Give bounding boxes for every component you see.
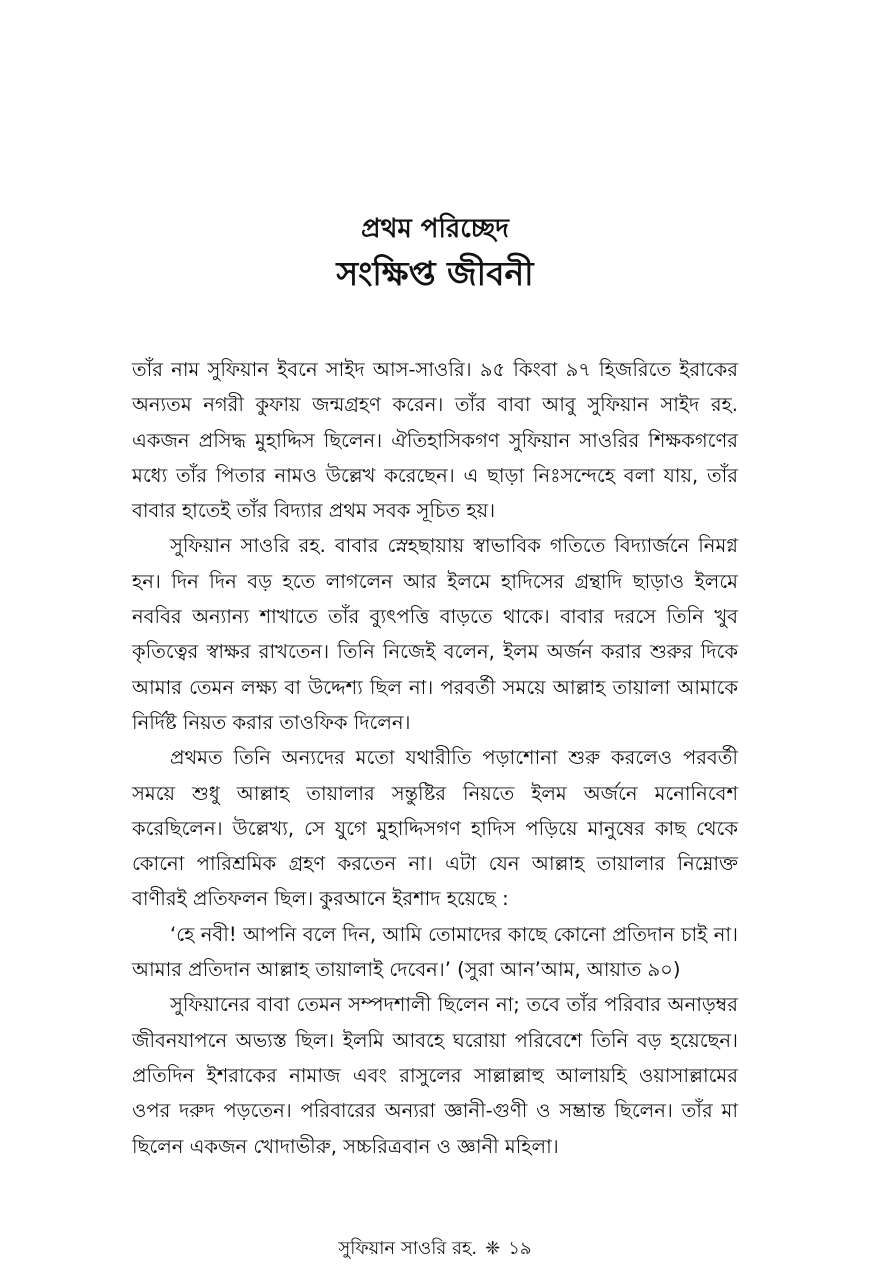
paragraph: তাঁর নাম সুফিয়ান ইবনে সাইদ আস-সাওরি। ৯৫ কিংবা ৯৭ হিজরিতে ইরাকের অন্যতম নগরী কুফায় জন্মগ্রহণ করেন। তাঁর বাবা আবু সুফিয়ান সাইদ রহ. একজন প্রসিদ্ধ মুহাদ্দিস ছিলেন। ঐতিহাসিকগণ সুফিয়ান সাওরির শিক্ষকগণের মধ্যে তাঁর পিতার নামও উল্লেখ করেছেন। এ ছাড়া নিঃসন্দেহে বলা যায়, তাঁর বাবার হাতেই তাঁর বিদ্যার প্রথম সবক সূচিত হয়। — [132, 358, 738, 523]
paragraph: প্রথমত তিনি অন্যদের মতো যথারীতি পড়াশোনা শুরু করলেও পরবর্তী সময়ে শুধু আল্লাহ তায়ালার সন্তুষ্টির নিয়তে ইলম অর্জনে মনোনিবেশ করেছিলেন। উল্লেখ্য, সে যুগে মুহাদ্দিসগণ হাদিস পড়িয়ে মানুষের কাছ থেকে কোনো পারিশ্রমিক গ্রহণ করতেন না। এটা যেন আল্লাহ তায়ালার নিম্নোক্ত বাণীরই প্রতিফলন ছিল। কুরআনে ইরশাদ হয়েছে : — [132, 746, 738, 911]
page-footer — [0, 1236, 870, 1262]
footer-ornament-icon: ❈ — [485, 1238, 501, 1259]
footer-book-title: সুফিয়ান সাওরি রহ. — [338, 1238, 478, 1259]
page-number: ১৯ — [508, 1238, 532, 1259]
chapter-label: প্রথম পরিচ্ছেদ — [361, 214, 509, 244]
quran-quote: ‘হে নবী! আপনি বলে দিন, আমি তোমাদের কাছে কোনো প্রতিদান চাই না। আমার প্রতিদান আল্লাহ তায়ালাই দেবেন।’ (সুরা আন’আম, আয়াত ৯০) — [132, 922, 738, 982]
paragraph: সুফিয়ানের বাবা তেমন সম্পদশালী ছিলেন না; তবে তাঁর পরিবার অনাড়ম্বর জীবনযাপনে অভ্যস্ত ছিল। ইলমি আবহে ঘরোয়া পরিবেশে তিনি বড় হয়েছেন। প্রতিদিন ইশরাকের নামাজ এবং রাসুলের সাল্লাল্লাহু আলায়হি ওয়াসাল্লামের ওপর দরুদ পড়তেন। পরিবারের অন্যরা জ্ঞানী-গুণী ও সম্ভ্রান্ত ছিলেন। তাঁর মা ছিলেন একজন খোদাভীরু, সচ্চরিত্রবান ও জ্ঞানী মহিলা। — [132, 993, 738, 1158]
body-text — [132, 352, 738, 1164]
paragraph: সুফিয়ান সাওরি রহ. বাবার স্নেহছায়ায় স্বাভাবিক গতিতে বিদ্যার্জনে নিমগ্ন হন। দিন দিন বড় হতে লাগলেন আর ইলমে হাদিসের গ্রন্থাদি ছাড়াও ইলমে নববির অন্যান্য শাখাতে তাঁর ব্যুৎপত্তি বাড়তে থাকে। বাবার দরসে তিনি খুব কৃতিত্বের স্বাক্ষর রাখতেন। তিনি নিজেই বলেন, ইলম অর্জন করার শুরুর দিকে আমার তেমন লক্ষ্য বা উদ্দেশ্য ছিল না। পরবর্তী সময়ে আল্লাহ তায়ালা আমাকে নির্দিষ্ট নিয়ত করার তাওফিক দিলেন। — [132, 534, 738, 734]
chapter-title: সংক্ষিপ্ত জীবনী — [336, 254, 534, 293]
